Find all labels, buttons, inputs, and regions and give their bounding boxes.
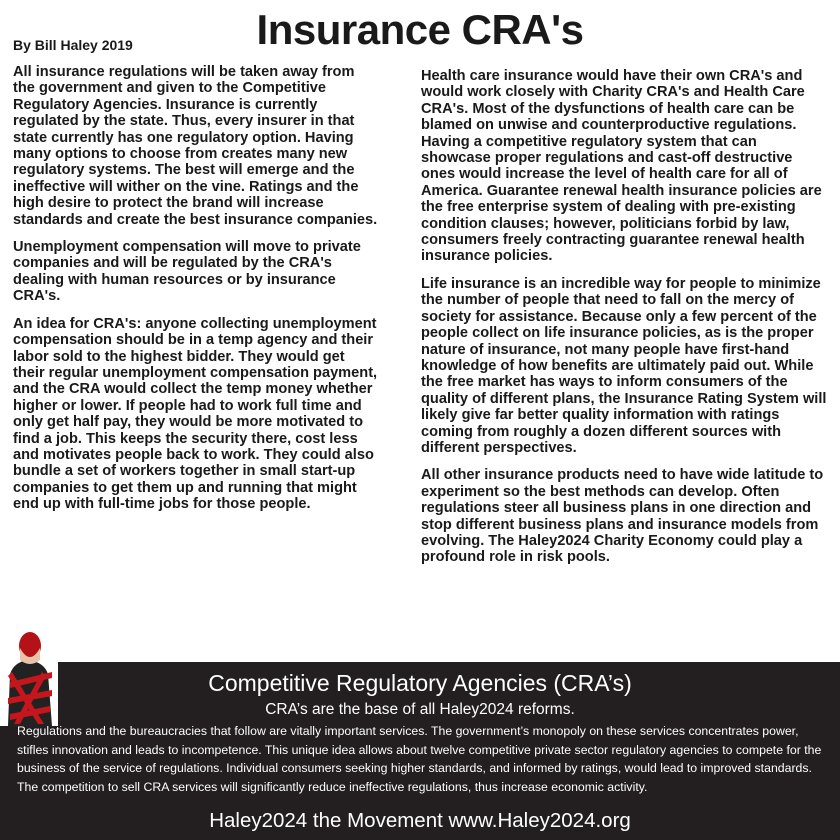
byline: By Bill Haley 2019 <box>13 37 133 53</box>
paragraph: An idea for CRA's: anyone collecting unemployment compensation should be in a temp agency and their labor sold to the highest bidder. They would get their regular unemployment compensation payment, and the CRA would collect the temp money whether higher or lower. If people had to work full time and only get half pay, they would be more motivated to find a job. This keeps the security there, cost less and motivates people back to work. They could also bundle a set of workers together in small start-up companies to get them up and running that might end up with full-time jobs for those people. <box>13 315 378 513</box>
footer-subtitle: CRA’s are the base of all Haley2024 reforms. <box>265 701 575 718</box>
footer-body: Regulations and the bureaucracies that follow are vitally important services. The government’s monopoly on these services concentrates power, stifles innovation and leads to incompetence. This unique idea allows about twelve competitive private sector regulatory agencies to compete for the business of the service of regulations. Individual consumers seeking higher standards, and informed by ratings, would lead to improved standards. The competition to sell CRA services will significantly reduce ineffective regulations, thus increase economic activity. <box>17 724 822 794</box>
footer-banner <box>0 662 840 840</box>
left-column <box>13 64 378 524</box>
paragraph: Health care insurance would have their own CRA's and would work closely with Charity CRA's and Health Care CRA's. Most of the dysfunctions of health care can be blamed on unwise and counterproductive regulations. Having a competitive regulatory system that can showcase proper regulations and cast-off destructive ones would increase the level of health care for all of America. Guarantee renewal health insurance policies are the free enterprise system of dealing with pre-existing condition clauses; however, politicians forbid by law, consumers freely contracting guarantee renewal health insurance policies. <box>421 68 822 265</box>
paragraph: Life insurance is an incredible way for people to minimize the number of people that need to fall on the mercy of society for assistance. Because only a few percent of the people collect on life insurance policies, as is the proper nature of insurance, not many people have first-hand knowledge of how benefits are ultimately paid out. While the free market has ways to inform consumers of the quality of different plans, the Insurance Rating System will likely give far better quality information with ratings coming from roughly a dozen different sources with different perspectives. <box>421 275 827 456</box>
paragraph: Unemployment compensation will move to private companies and will be regulated by the CRA's dealing with human resources or by insurance CRA's. <box>13 239 361 305</box>
right-column <box>421 68 829 577</box>
page-title: Insurance CRA's <box>256 6 584 53</box>
paragraph: All other insurance products need to have wide latitude to experiment so the best methods can develop. Often regulations steer all business plans in one direction and stop different business plans and insurance models from evolving. The Haley2024 Charity Economy could play a profound role in risk pools. <box>421 467 824 566</box>
footer-website-link[interactable]: Haley2024 the Movement www.Haley2024.org <box>209 809 631 832</box>
footer-title: Competitive Regulatory Agencies (CRA’s) <box>208 670 632 696</box>
paragraph: All insurance regulations will be taken away from the government and given to the Competitive Regulatory Agencies. Insurance is currently regulated by the state. Thus, every insurer in that state currently has one regulatory option. Having many options to choose from creates many new regulatory systems. The best will emerge and the ineffective will wither on the vine. Ratings and the high desire to protect the brand will increase standards and create the best insurance companies. <box>13 64 378 228</box>
